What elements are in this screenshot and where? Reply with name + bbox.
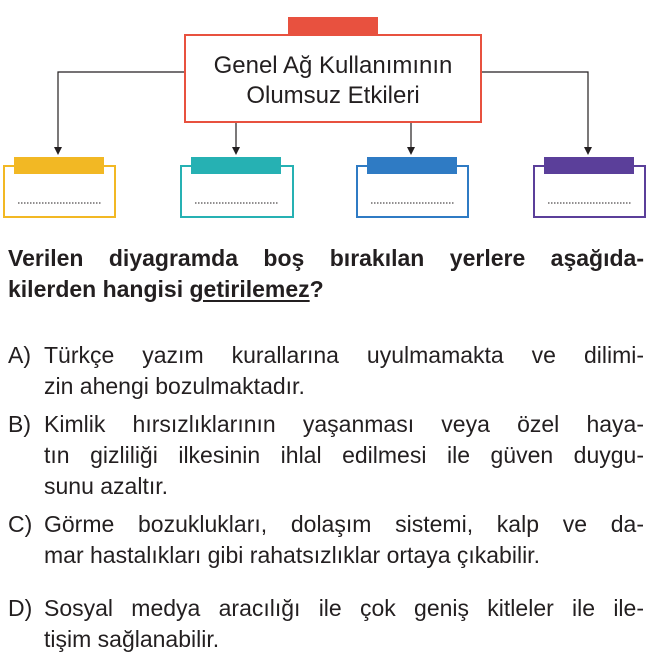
option-d-line-1: Sosyal medya aracılığı ile çok geniş kitleler ile ile-: [44, 595, 644, 621]
center-box-tab: [288, 17, 378, 34]
center-title-line-1: Genel Ağ Kullanımının: [213, 52, 453, 79]
connector-left: [58, 72, 185, 148]
question-line-2: [8, 274, 644, 305]
option-c-text: [44, 509, 644, 571]
blank-box-1: [4, 157, 115, 217]
question-line-1: Verilen diyagramda boş bırakılan yerlere aşağıda-: [8, 245, 644, 271]
option-c[interactable]: [8, 509, 644, 571]
question-line-2-prefix: kilerden hangisi: [8, 276, 190, 302]
arrow-head-4: [584, 147, 592, 155]
option-b-line-2: tın gizliliği ilkesinin ihlal edilmesi ile güven duygu-: [44, 442, 644, 468]
option-b-line-1: Kimlik hırsızlıklarının yaşanması veya özel haya-: [44, 411, 644, 437]
option-b-line-3: sunu azaltır.: [44, 473, 169, 499]
option-d-text: [44, 593, 644, 655]
option-d-line-2: tişim sağlanabilir.: [44, 626, 220, 652]
question-stem: [8, 243, 644, 305]
option-a[interactable]: [8, 340, 644, 402]
option-c-line-1: Görme bozuklukları, dolaşım sistemi, kalp ve da-: [44, 511, 644, 537]
option-d-letter: D): [8, 595, 33, 621]
blank-box-2: [181, 157, 293, 217]
option-a-line-1: Türkçe yazım kurallarına uyulmamakta ve dilimi-: [44, 342, 644, 368]
option-d[interactable]: [8, 593, 644, 655]
blank-box-4: [534, 157, 645, 217]
option-c-line-2: mar hastalıkları gibi rahatsızlıklar ortaya çıkabilir.: [44, 542, 540, 568]
arrow-head-3: [407, 147, 415, 155]
center-title-line-2: Olumsuz Etkileri: [246, 82, 420, 109]
question-mark: ?: [309, 276, 324, 302]
arrow-head-1: [54, 147, 62, 155]
option-a-line-2: zin ahengi bozulmaktadır.: [44, 373, 305, 399]
option-c-letter: C): [8, 511, 33, 537]
arrow-head-2: [232, 147, 240, 155]
arrow-heads: [54, 147, 592, 155]
option-b-letter: B): [8, 411, 31, 437]
question-keyword: getirilemez: [189, 276, 310, 302]
blank-box-3: [357, 157, 468, 217]
option-b[interactable]: [8, 409, 644, 502]
connector-right: [481, 72, 588, 148]
option-b-text: [44, 409, 644, 502]
option-a-text: [44, 340, 644, 402]
center-box-title: [185, 40, 481, 122]
option-a-letter: A): [8, 342, 31, 368]
